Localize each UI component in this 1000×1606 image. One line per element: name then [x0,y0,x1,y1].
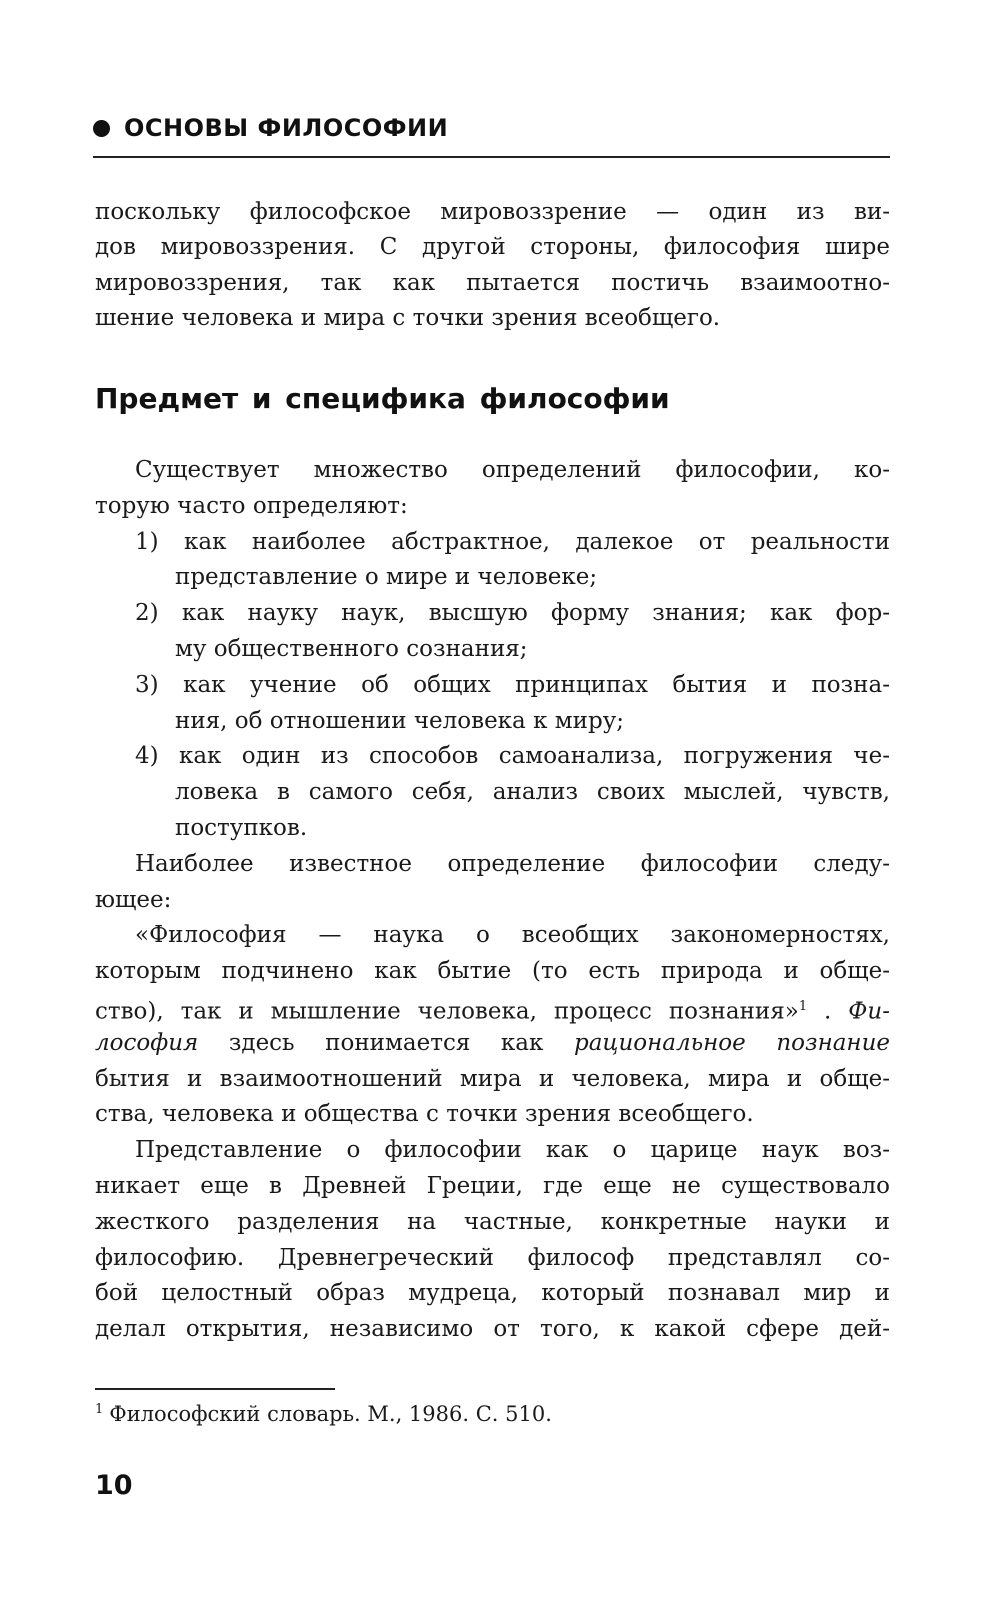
text-line [175,560,890,594]
text-span: шение человека и мира с точки зрения всеобщего. [95,304,721,331]
text-line [95,1097,890,1131]
text-span: 4) как один из способов самоанализа, погружения че- [135,743,890,770]
running-header [93,114,448,142]
text-line [175,811,890,845]
text-span: торую часто определяют: [95,492,408,519]
text-span: бой целостный образ мудреца, который познавал мир и [95,1280,890,1307]
text-span: делал открытия, независимо от того, к какой сфере дей- [95,1316,890,1343]
text-line [95,1205,890,1239]
text-span: Наиболее известное определение философии следу- [135,850,890,877]
text-line [135,668,890,702]
footnote-mark: 1 [95,1402,104,1417]
text-span: дов мировоззрения. С другой стороны, философия шире [95,234,890,261]
emphasis-text: рациональное познание [573,1029,890,1056]
text-line [95,1026,890,1060]
text-line [135,918,890,952]
text-line [175,775,890,809]
page-number: 10 [95,1470,133,1501]
header-rule [93,156,890,158]
text-line [95,301,890,335]
text-span: представление о мире и человеке; [175,564,598,591]
text-line [95,266,890,300]
text-line [95,1312,890,1346]
text-span: му общественного сознания; [175,636,528,662]
text-span: ства, человека и общества с точки зрения всеобщего. [95,1101,754,1128]
text-span: поскольку философское мировоззрение — один из ви- [95,199,890,225]
text-line [95,195,890,229]
text-line [95,990,890,1024]
footnote [95,1402,552,1426]
text-span: бытия и взаимоотношений мира и человека, мира и обще- [95,1065,890,1092]
text-line [135,847,890,881]
text-span: ловека в самого себя, анализ своих мыслей, чувств, [175,779,890,806]
text-span: здесь понимается как [198,1029,574,1056]
text-span: 2) как науку наук, высшую форму знания; как фор- [135,600,890,627]
text-line [95,1276,890,1310]
text-line [95,1169,890,1203]
emphasis-text: лософия [95,1029,199,1056]
text-line [175,704,890,738]
text-span: философию. Древнегреческий философ представлял со- [95,1244,890,1271]
text-line [95,1241,890,1275]
text-span: мировоззрения, так как пытается постичь взаимоотно- [95,269,890,296]
text-span: «Философия — наука о всеобщих закономерностях, [135,922,890,949]
footnote-ref: 1 [798,999,808,1014]
running-header-title: ОСНОВЫ ФИЛОСОФИИ [124,114,449,142]
text-line [135,525,890,559]
footnote-rule [95,1388,335,1390]
text-span: жесткого разделения на частные, конкретные науки и [95,1208,890,1235]
text-line [95,230,890,264]
footnote-text: Философский словарь. М., 1986. С. 510. [109,1402,552,1426]
section-heading: Предмет и специфика философии [95,382,670,415]
text-line [135,453,890,487]
text-span: 1) как наиболее абстрактное, далекое от реальности [135,528,890,555]
text-span: Представление о философии как о царице наук воз- [135,1137,890,1164]
bullet-icon [93,120,110,137]
text-span: поступков. [175,815,308,841]
text-span: Существует множество определений философии, ко- [135,457,890,483]
text-span: ния, об отношении человека к миру; [175,707,624,734]
text-line [95,489,890,523]
text-span: . [807,998,849,1025]
text-line [95,1062,890,1096]
text-line [175,632,890,666]
text-span: никает еще в Древней Греции, где еще не существовало [95,1173,890,1199]
text-span: 3) как учение об общих принципах бытия и позна- [135,671,890,698]
text-line [95,954,890,988]
text-line [95,883,890,917]
text-span: ющее: [95,886,172,913]
text-line [135,1133,890,1167]
text-line [135,596,890,630]
emphasis-text: Фи- [848,998,890,1025]
text-span: ство), так и мышление человека, процесс познания» [95,998,799,1025]
text-line [135,739,890,773]
text-span: которым подчинено как бытие (то есть природа и обще- [95,958,890,985]
